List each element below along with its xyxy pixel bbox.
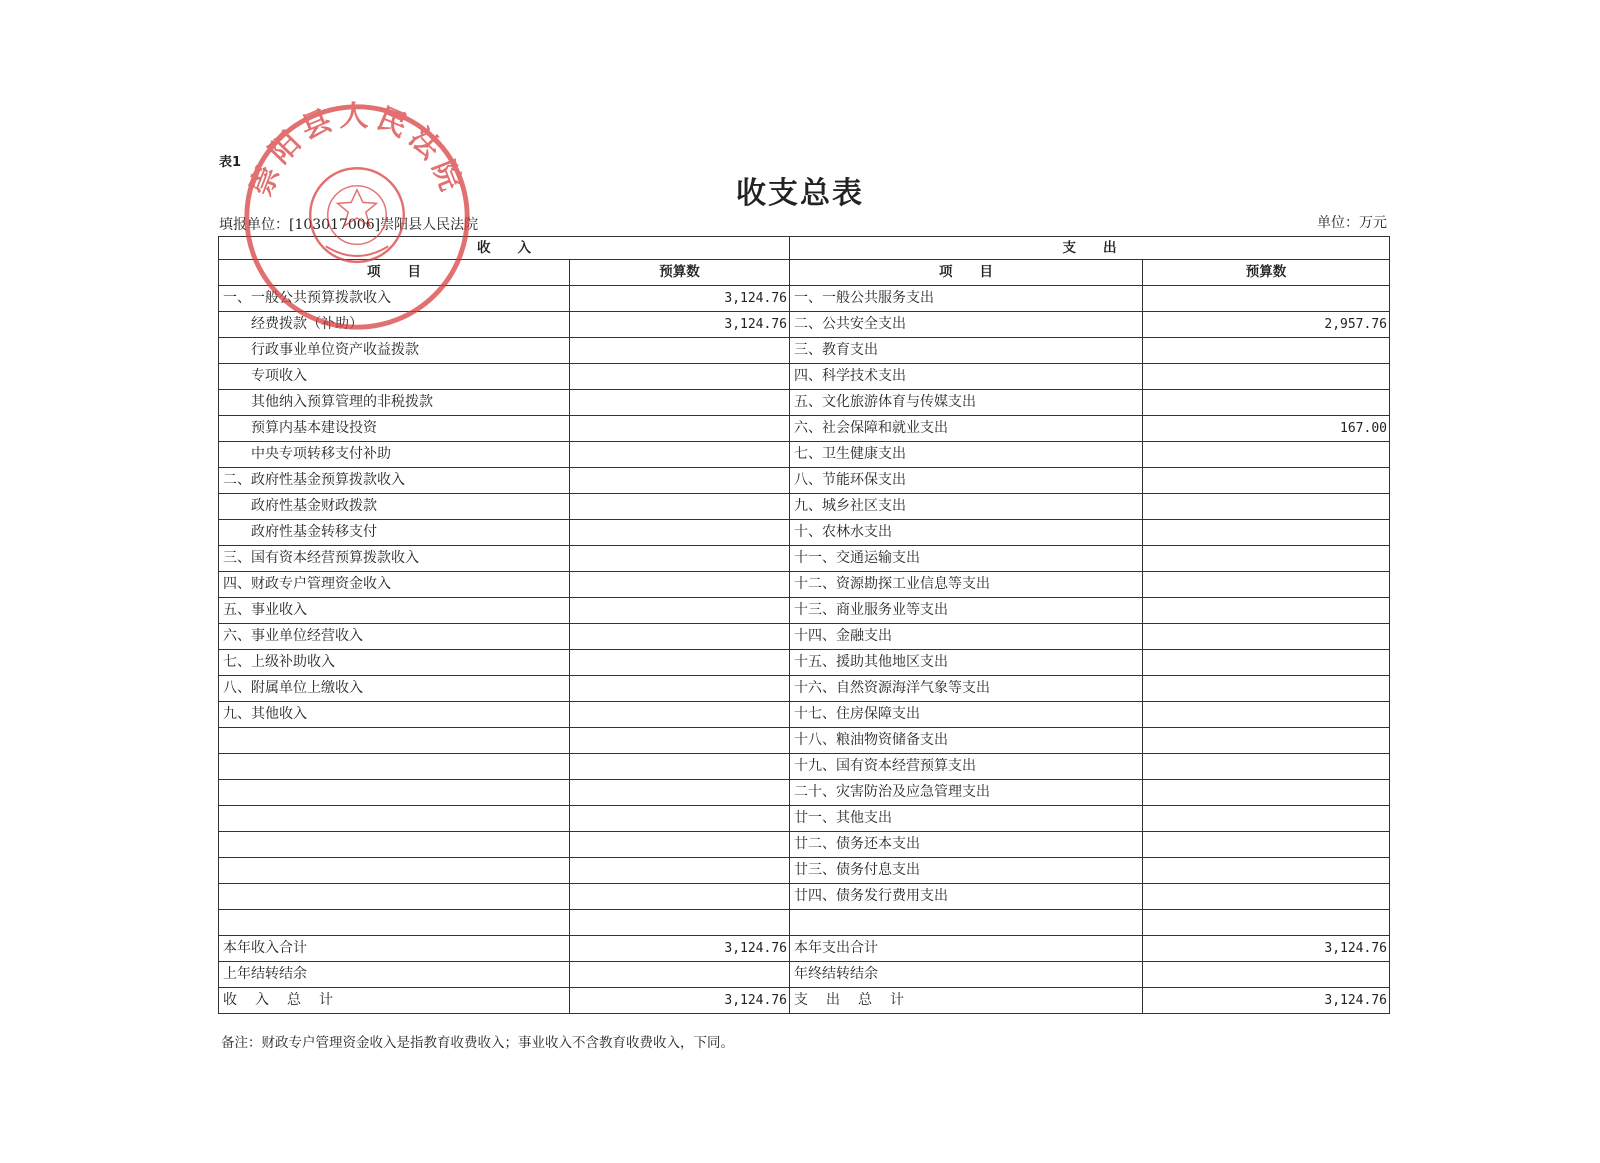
expense-total-value [1143, 962, 1390, 988]
income-item-cell: 预算内基本建设投资 [219, 416, 570, 442]
income-budget-cell [570, 728, 790, 754]
expense-total-label: 支出总计 [790, 988, 1143, 1014]
expense-total-label: 年终结转结余 [790, 962, 1143, 988]
income-budget-cell [570, 494, 790, 520]
expense-item-cell: 七、卫生健康支出 [790, 442, 1143, 468]
income-item-cell: 中央专项转移支付补助 [219, 442, 570, 468]
expense-item-cell: 十六、自然资源海洋气象等支出 [790, 676, 1143, 702]
income-item-cell [219, 832, 570, 858]
table-row [219, 858, 1390, 884]
income-budget-cell [570, 624, 790, 650]
income-total-value: 3,124.76 [570, 936, 790, 962]
expense-item-cell: 九、城乡社区支出 [790, 494, 1143, 520]
expense-item-cell: 十八、粮油物资储备支出 [790, 728, 1143, 754]
income-section-header: 收 入 [219, 237, 790, 260]
income-total-value [570, 962, 790, 988]
income-budget-cell [570, 650, 790, 676]
totals-row [219, 988, 1390, 1014]
income-item-cell: 四、财政专户管理资金收入 [219, 572, 570, 598]
income-item-cell [219, 910, 570, 936]
income-item-cell: 一、一般公共预算拨款收入 [219, 286, 570, 312]
income-total-label: 上年结转结余 [219, 962, 570, 988]
table-totals [219, 936, 1390, 1014]
income-item-cell: 三、国有资本经营预算拨款收入 [219, 546, 570, 572]
expense-item-cell: 十、农林水支出 [790, 520, 1143, 546]
expense-budget-cell [1143, 494, 1390, 520]
table-row [219, 884, 1390, 910]
footnote: 备注：财政专户管理资金收入是指教育收费收入；事业收入不含教育收费收入，下同。 [221, 1035, 734, 1051]
expense-budget-cell [1143, 364, 1390, 390]
table-row [219, 416, 1390, 442]
income-budget-cell [570, 390, 790, 416]
table-row [219, 572, 1390, 598]
expense-budget-cell [1143, 806, 1390, 832]
expense-budget-cell [1143, 910, 1390, 936]
expense-section-header: 支 出 [790, 237, 1390, 260]
expense-budget-cell: 2,957.76 [1143, 312, 1390, 338]
income-budget-cell [570, 884, 790, 910]
income-budget-cell [570, 416, 790, 442]
income-total-label: 收入总计 [219, 988, 570, 1014]
income-budget-cell [570, 806, 790, 832]
table-row [219, 702, 1390, 728]
table-row [219, 338, 1390, 364]
table-row [219, 598, 1390, 624]
expense-budget-cell [1143, 286, 1390, 312]
expense-budget-cell [1143, 858, 1390, 884]
expense-budget-cell [1143, 598, 1390, 624]
income-item-cell: 六、事业单位经营收入 [219, 624, 570, 650]
expense-item-cell: 四、科学技术支出 [790, 364, 1143, 390]
expense-item-cell: 十七、住房保障支出 [790, 702, 1143, 728]
table-row [219, 624, 1390, 650]
income-budget-cell [570, 572, 790, 598]
income-item-cell: 九、其他收入 [219, 702, 570, 728]
income-item-cell: 政府性基金转移支付 [219, 520, 570, 546]
income-budget-cell [570, 598, 790, 624]
income-budget-cell [570, 364, 790, 390]
table-row [219, 806, 1390, 832]
expense-item-cell: 二十、灾害防治及应急管理支出 [790, 780, 1143, 806]
totals-row [219, 936, 1390, 962]
expense-budget-cell: 167.00 [1143, 416, 1390, 442]
table-number-label: 表1 [219, 155, 242, 170]
income-budget-cell [570, 910, 790, 936]
expense-budget-cell [1143, 676, 1390, 702]
income-budget-cell [570, 676, 790, 702]
table-row [219, 910, 1390, 936]
expense-item-cell: 廿三、债务付息支出 [790, 858, 1143, 884]
table-row [219, 442, 1390, 468]
expense-budget-column-header: 预算数 [1143, 260, 1390, 286]
table-row [219, 390, 1390, 416]
expense-item-cell: 廿二、债务还本支出 [790, 832, 1143, 858]
expense-total-label: 本年支出合计 [790, 936, 1143, 962]
expense-budget-cell [1143, 624, 1390, 650]
income-budget-cell [570, 546, 790, 572]
income-budget-cell [570, 468, 790, 494]
expense-item-cell: 十五、援助其他地区支出 [790, 650, 1143, 676]
income-budget-cell: 3,124.76 [570, 286, 790, 312]
expense-item-cell: 五、文化旅游体育与传媒支出 [790, 390, 1143, 416]
income-item-cell [219, 858, 570, 884]
income-item-cell: 经费拨款（补助） [219, 312, 570, 338]
income-item-cell: 七、上级补助收入 [219, 650, 570, 676]
table-row [219, 728, 1390, 754]
expense-budget-cell [1143, 520, 1390, 546]
filing-unit: 填报单位：[103017006]崇阳县人民法院 [219, 217, 479, 233]
income-budget-cell [570, 702, 790, 728]
income-budget-cell: 3,124.76 [570, 312, 790, 338]
expense-item-cell: 二、公共安全支出 [790, 312, 1143, 338]
expense-item-cell: 十二、资源勘探工业信息等支出 [790, 572, 1143, 598]
income-budget-cell [570, 754, 790, 780]
table-row [219, 546, 1390, 572]
expense-budget-cell [1143, 572, 1390, 598]
table-row [219, 754, 1390, 780]
income-budget-column-header: 预算数 [570, 260, 790, 286]
expense-item-cell: 一、一般公共服务支出 [790, 286, 1143, 312]
table-row [219, 676, 1390, 702]
expense-budget-cell [1143, 390, 1390, 416]
seal-text: 崇阳县人民法院 [243, 100, 471, 201]
income-item-cell: 二、政府性基金预算拨款收入 [219, 468, 570, 494]
income-budget-cell [570, 442, 790, 468]
expense-budget-cell [1143, 442, 1390, 468]
expense-item-cell: 十一、交通运输支出 [790, 546, 1143, 572]
income-item-cell [219, 884, 570, 910]
income-total-value: 3,124.76 [570, 988, 790, 1014]
income-budget-cell [570, 832, 790, 858]
expense-budget-cell [1143, 338, 1390, 364]
expense-item-cell: 廿一、其他支出 [790, 806, 1143, 832]
expense-item-cell: 十三、商业服务业等支出 [790, 598, 1143, 624]
table-row [219, 312, 1390, 338]
income-item-cell: 行政事业单位资产收益拨款 [219, 338, 570, 364]
income-budget-cell [570, 858, 790, 884]
income-item-cell [219, 780, 570, 806]
income-item-cell: 专项收入 [219, 364, 570, 390]
income-expense-table [218, 236, 1390, 1014]
income-item-column-header: 项 目 [219, 260, 570, 286]
table-body [219, 286, 1390, 936]
expense-item-column-header: 项 目 [790, 260, 1143, 286]
expense-budget-cell [1143, 832, 1390, 858]
table-row [219, 364, 1390, 390]
expense-item-cell: 廿四、债务发行费用支出 [790, 884, 1143, 910]
expense-item-cell [790, 910, 1143, 936]
expense-total-value: 3,124.76 [1143, 988, 1390, 1014]
table-row [219, 780, 1390, 806]
income-item-cell: 五、事业收入 [219, 598, 570, 624]
expense-budget-cell [1143, 884, 1390, 910]
expense-budget-cell [1143, 468, 1390, 494]
table-row [219, 468, 1390, 494]
expense-budget-cell [1143, 650, 1390, 676]
expense-total-value: 3,124.76 [1143, 936, 1390, 962]
income-item-cell: 八、附属单位上缴收入 [219, 676, 570, 702]
income-item-cell [219, 806, 570, 832]
expense-budget-cell [1143, 780, 1390, 806]
expense-item-cell: 十四、金融支出 [790, 624, 1143, 650]
totals-row [219, 962, 1390, 988]
expense-item-cell: 十九、国有资本经营预算支出 [790, 754, 1143, 780]
table-row [219, 494, 1390, 520]
income-budget-cell [570, 338, 790, 364]
income-total-label: 本年收入合计 [219, 936, 570, 962]
table-row [219, 650, 1390, 676]
expense-budget-cell [1143, 754, 1390, 780]
table-row [219, 286, 1390, 312]
unit-note: 单位：万元 [1317, 215, 1387, 231]
table-row [219, 520, 1390, 546]
expense-budget-cell [1143, 546, 1390, 572]
income-item-cell [219, 728, 570, 754]
income-budget-cell [570, 780, 790, 806]
expense-item-cell: 三、教育支出 [790, 338, 1143, 364]
expense-budget-cell [1143, 702, 1390, 728]
expense-item-cell: 八、节能环保支出 [790, 468, 1143, 494]
income-budget-cell [570, 520, 790, 546]
income-item-cell [219, 754, 570, 780]
table-row [219, 832, 1390, 858]
expense-item-cell: 六、社会保障和就业支出 [790, 416, 1143, 442]
expense-budget-cell [1143, 728, 1390, 754]
document-title: 收支总表 [736, 176, 864, 211]
income-item-cell: 政府性基金财政拨款 [219, 494, 570, 520]
income-item-cell: 其他纳入预算管理的非税拨款 [219, 390, 570, 416]
